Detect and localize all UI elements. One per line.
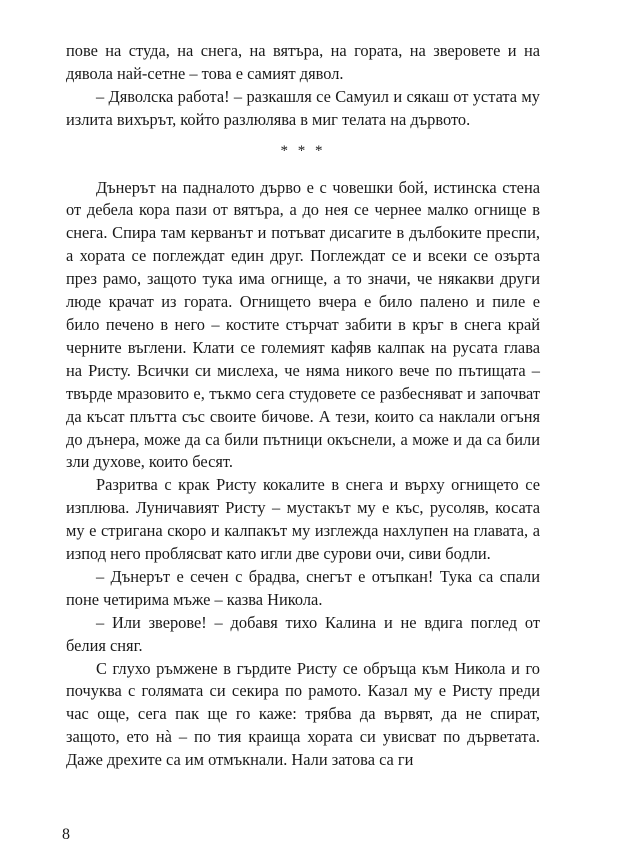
paragraph-1: пове на студа, на снега, на вятъра, на гората, на зверовете и на дявола най-сетне – това е самият дявол. xyxy=(66,41,540,83)
paragraph-2: – Дяволска работа! – разкашля се Самуил и сякаш от устата му излита вихърът, който разлюлява в миг телата на дървото. xyxy=(66,86,540,129)
paragraph-4: Разритва с крак Ристу кокалите в снега и върху огнището се изплюва. Луничавият Ристу – мустакът му е къс, русоляв, косата му е стригана скоро и калпакът му изглежда нахлупен на главата, а изпод него проблясват като игли две сурови очи, сиви бодли. xyxy=(66,475,540,564)
page-number: 8 xyxy=(62,826,70,843)
section-separator: * * * xyxy=(280,142,326,159)
page-body xyxy=(66,40,540,772)
paragraph-5: – Дънерът е сечен с брадва, снегът е отъпкан! Тука са спали поне четирима мъже – казва Никола. xyxy=(66,566,540,609)
paragraph-7: С глухо ръмжене в гърдите Ристу се обръща към Никола и го почуква с голямата си секира по рамото. Казал му е Ристу преди час още, сега пак ще го каже: трябва да вървят, да не спират, защото, ето нà – по тия краища хората си увисват по дърветата. Даже дрехите са им отмъкнали. Нали затова са ги xyxy=(66,658,540,770)
paragraph-6: – Или зверове! – добавя тихо Калина и не вдига поглед от белия сняг. xyxy=(66,612,540,655)
paragraph-3: Дънерът на падналото дърво е с човешки бой, истинска стена от дебела кора пази от вятъра, а до нея се чернее малко огнище в снега. Спира там керванът и потъват дисагите в дълбоките преспи, а хората се поглеждат един друг. Поглеждат се и всеки се озърта през рамо, защото тука има огнище, а то значи, че някакви други люде крачат из гората. Огнището вчера е било палено и пиле е било печено в него – костите стърчат забити в кръг в снега край черните въглени. Клати се големият кафяв калпак на русата глава на Ристу. Всички си мислеха, че няма никого вече по пътищата – твърде мразовито е, тъкмо сега студовете се разбесняват и започват да късат плътта със своите бичове. А тези, които са наклали огъня до дънера, може да са били пътници окъснели, а може и да са били зли духове, които бесят. xyxy=(66,177,540,472)
